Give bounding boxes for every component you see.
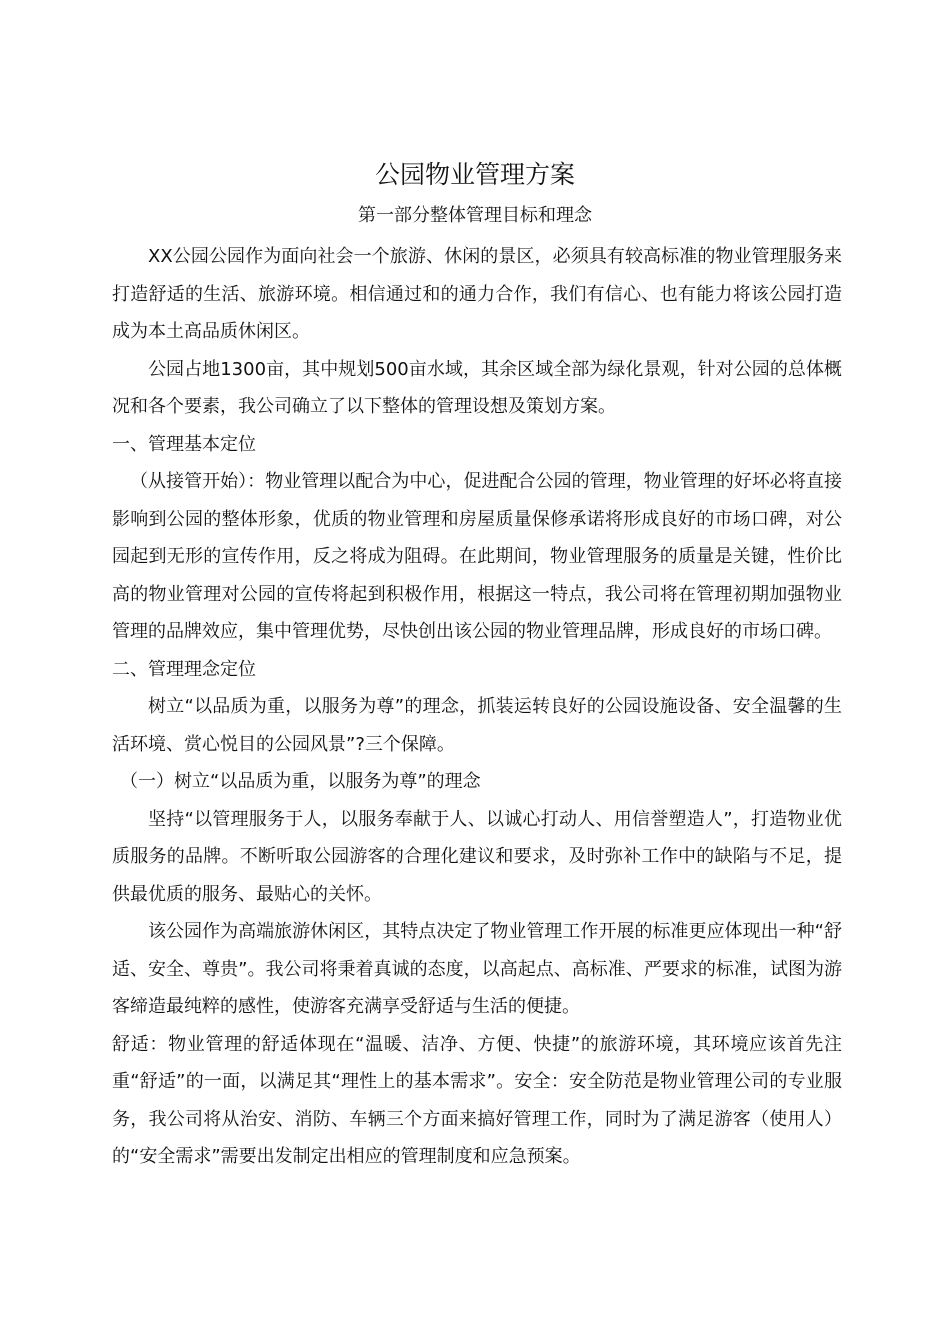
paragraph-comfort-safety: 舒适：物业管理的舒适体现在“温暖、洁净、方便、快捷”的旅游环境，其环境应该首先注重“舒适”的一面，以满足其“理性上的基本需求”。安全：安全防范是物业管理公司的专业服务，我公司将从治安、消防、车辆三个方面来搞好管理工作，同时为了满足游客（使用人）的“安全需求”需要出发制定出相应的管理制度和应急预案。 [112,1033,842,1167]
paragraph-intro: XX公园公园作为面向社会一个旅游、休闲的景区，必须具有较高标准的物业管理服务来打造舒适的生活、旅游环境。相信通过和的通力合作，我们有信心、也有能力将该公园打造成为本土高品质休闲区。 [112,246,842,342]
section-heading-positioning: 一、管理基本定位 [112,433,256,455]
paragraph-service: 坚持“以管理服务于人，以服务奉献于人、以诚心打动人、用信誉塑造人”，打造物业优质服务的品牌。不断听取公园游客的合理化建议和要求，及时弥补工作中的缺陷与不足，提供最优质的服务、最贴心的关怀。 [112,808,842,905]
paragraph-positioning: （从接管开始）：物业管理以配合为中心，促进配合公园的管理，物业管理的好坏必将直接影响到公园的整体形象，优质的物业管理和房屋质量保修承诺将形成良好的市场口碑，对公园起到无形的宣传作用，反之将成为阻碍。在此期间，物业管理服务的质量是关键，性价比高的物业管理对公园的宣传将起到积极作用，根据这一特点，我公司将在管理初期加强物业管理的品牌效应，集中管理优势，尽快创出该公园的物业管理品牌，形成良好的市场口碑。 [112,471,842,642]
section-heading-philosophy: 二、管理理念定位 [112,658,256,680]
subsection-heading-quality: （一）树立“以品质为重，以服务为尊”的理念 [120,771,481,792]
paragraph-standard: 该公园作为高端旅游休闲区，其特点决定了物业管理工作开展的标准更应体现出一种“舒适、安全、尊贵”。我公司将秉着真诚的态度，以高起点、高标准、严要求的标准，试图为游客缔造最纯粹的感性，使游客充满享受舒适与生活的便捷。 [112,921,842,1017]
document-title: 公园物业管理方案 [374,160,575,189]
paragraph-area: 公园占地1300亩，其中规划500亩水域，其余区域全部为绿化景观，针对公园的总体概况和各个要素，我公司确立了以下整体的管理设想及策划方案。 [112,358,842,417]
document-body [112,238,842,1176]
document-subtitle: 第一部分整体管理目标和理念 [358,205,592,226]
paragraph-philosophy: 树立“以品质为重，以服务为尊”的理念，抓装运转良好的公园设施设备、安全温馨的生活环境、赏心悦目的公园风景”?三个保障。 [112,696,842,755]
